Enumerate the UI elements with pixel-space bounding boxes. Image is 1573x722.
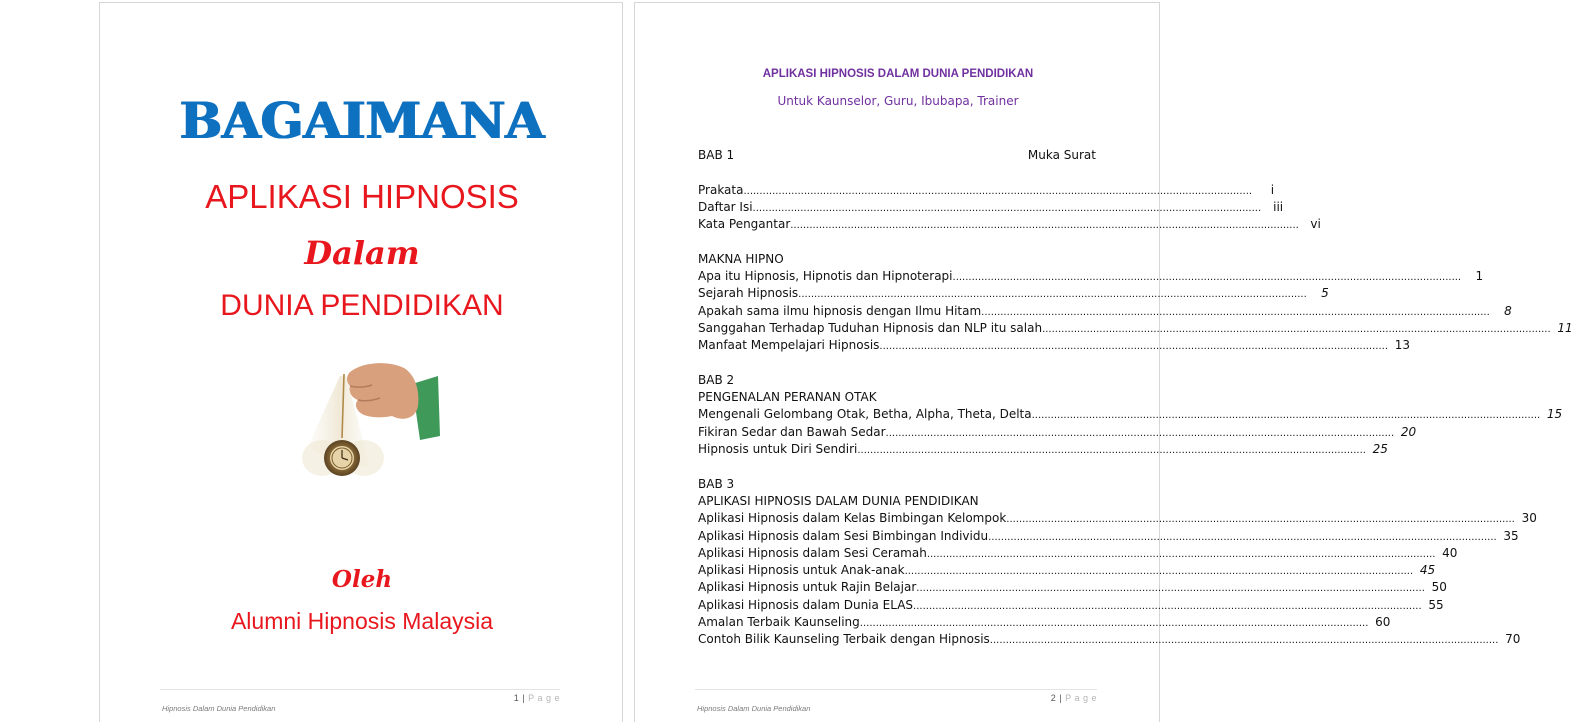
toc-leader-dots: ................................................................................................................................................................ <box>790 220 1299 232</box>
toc-entry <box>698 320 1573 337</box>
toc-entry <box>698 579 1447 596</box>
toc-entry-label: Aplikasi Hipnosis dalam Sesi Bimbingan Individu <box>698 528 989 543</box>
toc-leader-dots: ................................................................................................................................................................ <box>879 341 1388 353</box>
toc-leader-dots: ................................................................................................................................................................ <box>926 548 1436 560</box>
toc-entry-label: Fikiran Sedar dan Bawah Sedar <box>698 424 886 439</box>
toc-entry-page: 25 <box>1372 442 1388 457</box>
toc-entry <box>698 303 1512 320</box>
toc-entry-label: Mengenali Gelombang Otak, Betha, Alpha, Theta, Delta <box>698 407 1032 422</box>
section-1-heading: MAKNA HIPNO <box>698 251 784 266</box>
toc-entry <box>698 406 1563 423</box>
toc-entry <box>698 597 1444 614</box>
section-2-heading: PENGENALAN PERANAN OTAK <box>698 390 877 405</box>
table-of-contents <box>698 147 1573 649</box>
toc-entry-label: Apa itu Hipnosis, Hipnotis dan Hipnoterapi <box>698 269 953 284</box>
page-number-label: P a g e <box>528 693 560 703</box>
footer-divider <box>695 689 1097 690</box>
toc-entry-page: 15 <box>1546 407 1563 422</box>
toc-subtitle: Untuk Kaunselor, Guru, Ibubapa, Trainer <box>777 94 1019 108</box>
toc-entry-page: 55 <box>1428 597 1444 612</box>
toc-entry-page: 8 <box>1504 303 1512 318</box>
toc-entry-page: 60 <box>1375 615 1391 630</box>
toc-entry <box>698 216 1321 233</box>
bab-3-label: BAB 3 <box>698 476 735 491</box>
toc-entry-label: Contoh Bilik Kaunseling Terbaik dengan Hipnosis <box>698 632 990 647</box>
page-number-separator: | <box>522 693 526 703</box>
toc-entry-label: Aplikasi Hipnosis untuk Rajin Belajar <box>698 580 917 595</box>
toc-leader-dots: ................................................................................................................................................................ <box>1006 514 1515 526</box>
toc-entry-label: Sejarah Hipnosis <box>698 286 799 301</box>
footer-text: Hipnosis Dalam Dunia Pendidikan <box>162 704 276 713</box>
page-number <box>514 693 560 703</box>
toc-entry-page: 13 <box>1394 338 1410 353</box>
bab-1-label: BAB 1 <box>698 148 735 162</box>
muka-surat-label: Muka Surat <box>1027 148 1096 162</box>
toc-entry <box>698 545 1458 562</box>
toc-entry-label: Amalan Terbaik Kaunseling <box>698 615 860 630</box>
toc-entry-page: vi <box>1310 217 1321 232</box>
bab-1-row <box>698 147 1096 164</box>
toc-leader-dots: ................................................................................................................................................................ <box>885 427 1395 439</box>
toc-entry <box>698 528 1519 545</box>
section-2-list <box>698 406 1563 458</box>
toc-entry-page: 40 <box>1442 545 1458 560</box>
cover-heading: BAGAIMANA <box>179 91 545 150</box>
toc-entry <box>698 268 1484 285</box>
toc-entry <box>698 614 1391 631</box>
cover-oleh: Oleh <box>331 566 393 593</box>
toc-leader-dots: ................................................................................................................................................................ <box>904 566 1414 578</box>
toc-entry-page: 1 <box>1475 269 1484 284</box>
toc-entry-page: iii <box>1273 199 1284 214</box>
page-number-value: 1 <box>513 693 520 703</box>
toc-entry-label: Manfaat Mempelajari Hipnosis <box>698 338 880 353</box>
toc-entry <box>698 562 1436 579</box>
footer-text: Hipnosis Dalam Dunia Pendidikan <box>697 704 811 713</box>
cover-dalam: Dalam <box>304 234 420 272</box>
front-matter-list <box>698 182 1321 234</box>
toc-leader-dots: ................................................................................................................................................................ <box>1042 323 1551 335</box>
toc-entry-page: 20 <box>1400 424 1417 439</box>
toc-entry-label: Hipnosis untuk Diri Sendiri <box>698 442 858 457</box>
toc-entry <box>698 337 1410 354</box>
toc-entry-label: Aplikasi Hipnosis dalam Dunia ELAS <box>698 597 914 612</box>
toc-entry <box>698 285 1329 302</box>
toc-entry-label: Apakah sama ilmu hipnosis dengan Ilmu Hitam <box>698 303 982 318</box>
toc-leader-dots: ................................................................................................................................................................ <box>752 202 1262 214</box>
toc-leader-dots: ................................................................................................................................................................ <box>988 531 1497 543</box>
toc-entry-page: 45 <box>1419 563 1436 578</box>
toc-entry-page: i <box>1270 182 1275 197</box>
toc-leader-dots: ................................................................................................................................................................ <box>859 618 1369 630</box>
toc-leader-dots: ................................................................................................................................................................ <box>981 306 1490 318</box>
section-3-heading: APLIKASI HIPNOSIS DALAM DUNIA PENDIDIKAN <box>698 493 979 508</box>
toc-leader-dots: ................................................................................................................................................................ <box>989 635 1499 647</box>
toc-entry-label: Daftar Isi <box>698 199 753 214</box>
toc-entry-page: 5 <box>1321 286 1329 301</box>
page-number-label: P a g e <box>1065 693 1097 703</box>
pendulum-hand-image <box>300 358 445 483</box>
toc-entry-page: 70 <box>1505 632 1521 647</box>
footer-divider <box>160 689 560 690</box>
toc-leader-dots: ................................................................................................................................................................ <box>743 185 1253 197</box>
toc-entry-page: 30 <box>1521 511 1537 526</box>
toc-entry-label: Aplikasi Hipnosis untuk Anak-anak <box>698 563 905 578</box>
toc-title: APLIKASI HIPNOSIS DALAM DUNIA PENDIDIKAN <box>762 68 1034 80</box>
toc-entry-label: Prakata <box>698 182 744 197</box>
toc-leader-dots: ................................................................................................................................................................ <box>1031 410 1541 422</box>
toc-entry-page: 50 <box>1431 580 1447 595</box>
page-number-separator: | <box>1059 693 1063 703</box>
toc-entry-label: Aplikasi Hipnosis dalam Kelas Bimbingan Kelompok <box>698 511 1007 526</box>
cover-page <box>99 2 623 722</box>
section-3-list <box>698 510 1537 648</box>
bab-2-label: BAB 2 <box>698 372 735 387</box>
toc-entry-label: Sanggahan Terhadap Tuduhan Hipnosis dan NLP itu salah <box>698 320 1043 335</box>
toc-entry <box>698 631 1521 648</box>
toc-leader-dots: ................................................................................................................................................................ <box>857 445 1366 457</box>
toc-page <box>634 2 1573 722</box>
toc-entry-page: 35 <box>1503 528 1519 543</box>
toc-entry-label: Kata Pengantar <box>698 217 791 232</box>
toc-leader-dots: ................................................................................................................................................................ <box>916 583 1425 595</box>
section-1-list <box>698 268 1573 354</box>
toc-leader-dots: ................................................................................................................................................................ <box>913 600 1422 612</box>
toc-leader-dots: ................................................................................................................................................................ <box>952 272 1462 284</box>
toc-entry <box>698 199 1284 216</box>
toc-entry <box>698 182 1275 199</box>
cover-title-line-2: DUNIA PENDIDIKAN <box>220 289 504 322</box>
toc-entry-page: 11 <box>1557 320 1573 335</box>
toc-entry-label: Aplikasi Hipnosis dalam Sesi Ceramah <box>698 545 927 560</box>
page-number-value: 2 <box>1050 693 1057 703</box>
cover-title-line-1: APLIKASI HIPNOSIS <box>205 178 519 215</box>
toc-entry <box>698 441 1388 458</box>
cover-author: Alumni Hipnosis Malaysia <box>230 608 494 634</box>
toc-leader-dots: ................................................................................................................................................................ <box>798 289 1307 301</box>
toc-entry <box>698 424 1417 441</box>
page-number <box>1051 693 1097 703</box>
toc-entry <box>698 510 1537 527</box>
